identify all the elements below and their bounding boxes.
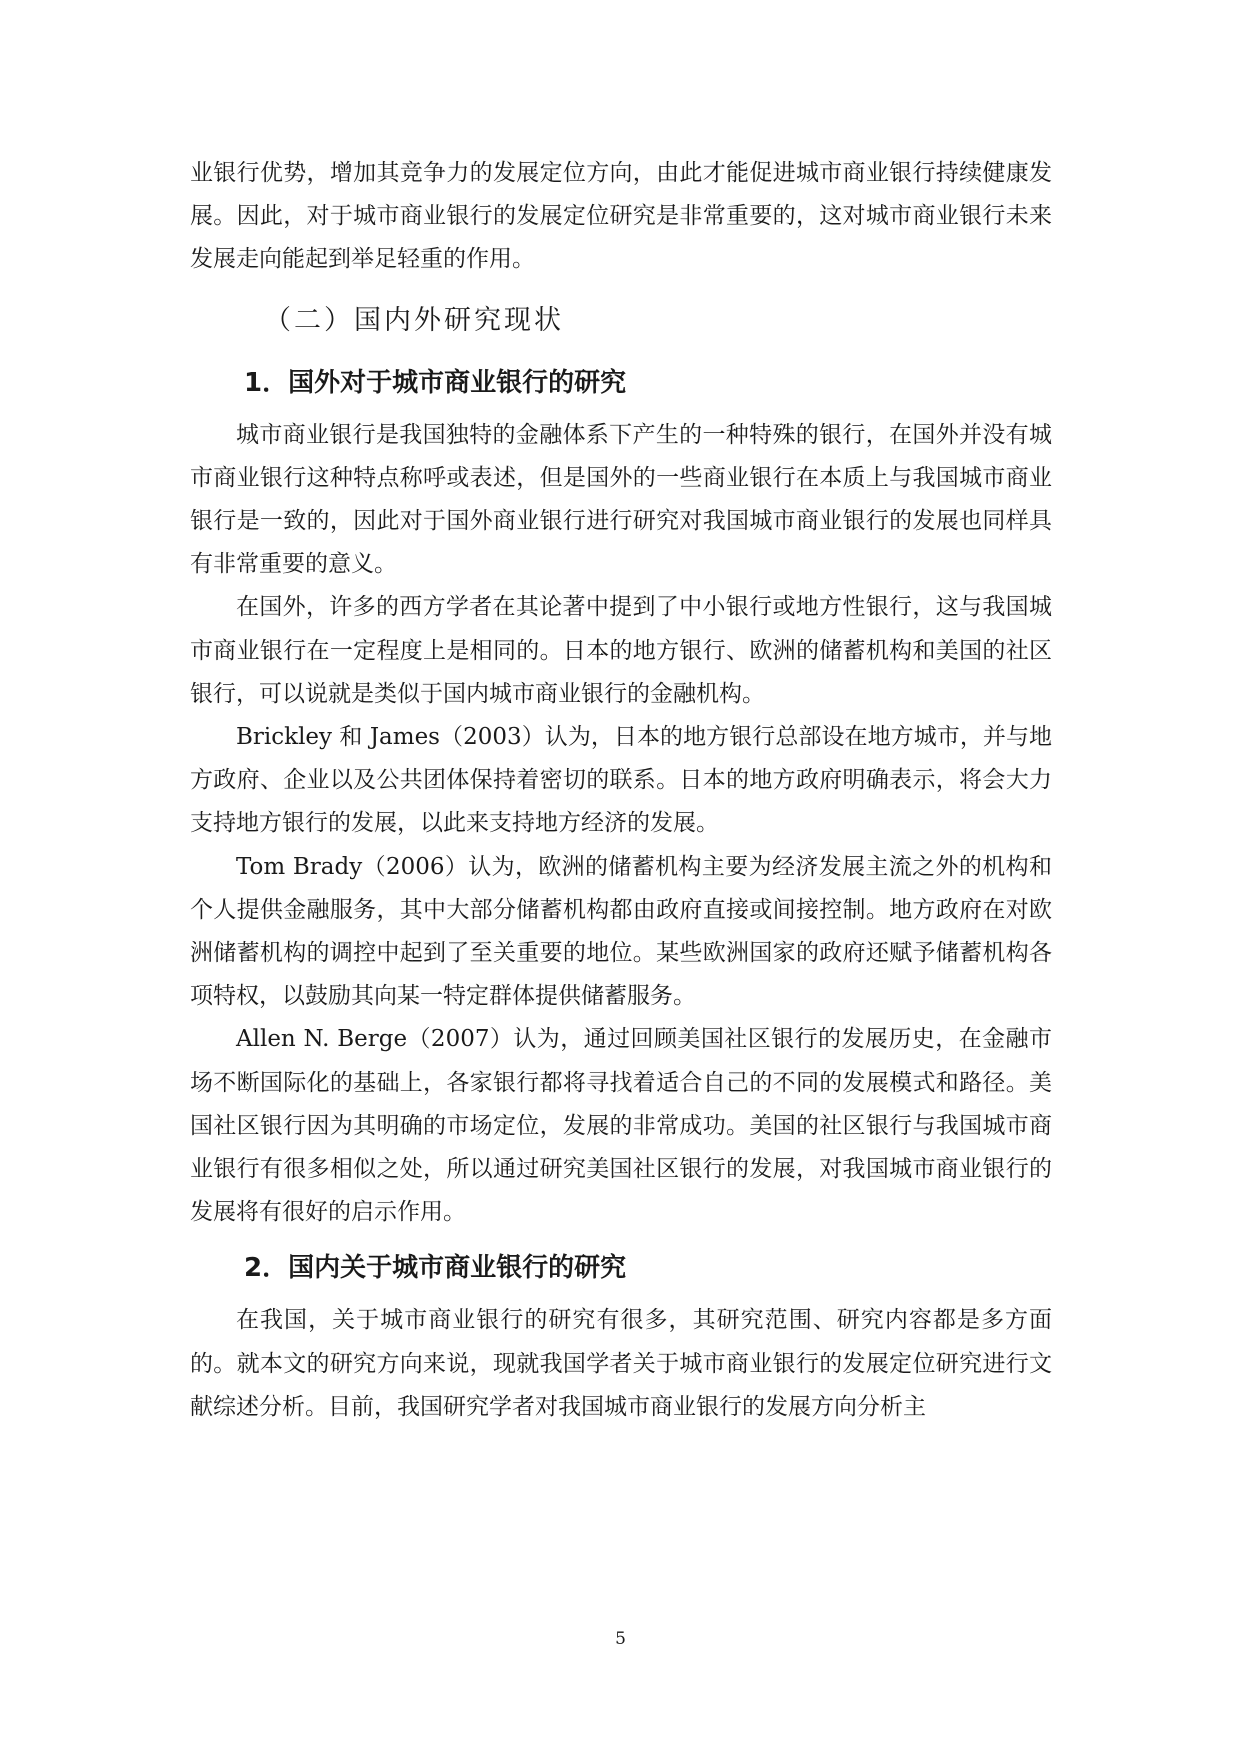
paragraph-allen-berge: Allen N. Berge（2007）认为，通过回顾美国社区银行的发展历史，在金融市场不断国际化的基础上，各家银行都将寻找着适合自己的不同的发展模式和路径。美国社区银行因为其明确的市场定位，发展的非常成功。美国的社区银行与我国城市商业银行有很多相似之处，所以通过研究美国社区银行的发展，对我国城市商业银行的发展将有很好的启示作用。	[190, 1026, 1052, 1226]
page-number: 5	[615, 1629, 626, 1649]
paragraph-foreign-overview: 城市商业银行是我国独特的金融体系下产生的一种特殊的银行，在国外并没有城市商业银行这种特点称呼或表述，但是国外的一些商业银行在本质上与我国城市商业银行是一致的，因此对于国外商业银行进行研究对我国城市商业银行的发展也同样具有非常重要的意义。	[190, 421, 1052, 578]
paragraph-brickley-james: Brickley 和 James（2003）认为，日本的地方银行总部设在地方城市，并与地方政府、企业以及公共团体保持着密切的联系。日本的地方政府明确表示，将会大力支持地方银行的发展，以此来支持地方经济的发展。	[190, 724, 1052, 837]
page-content	[190, 152, 1052, 1429]
paragraph-foreign-scholars: 在国外，许多的西方学者在其论著中提到了中小银行或地方性银行，这与我国城市商业银行在一定程度上是相同的。日本的地方银行、欧洲的储蓄机构和美国的社区银行，可以说就是类似于国内城市商业银行的金融机构。	[190, 594, 1052, 707]
paragraph-tom-brady: Tom Brady（2006）认为，欧洲的储蓄机构主要为经济发展主流之外的机构和个人提供金融服务，其中大部分储蓄机构都由政府直接或间接控制。地方政府在对欧洲储蓄机构的调控中起到了至关重要的地位。某些欧洲国家的政府还赋予储蓄机构各项特权，以鼓励其向某一特定群体提供储蓄服务。	[190, 853, 1052, 1010]
subsection-title-domestic: 2．国内关于城市商业银行的研究	[244, 1253, 627, 1284]
intro-paragraph: 业银行优势，增加其竞争力的发展定位方向，由此才能促进城市商业银行持续健康发展。因此，对于城市商业银行的发展定位研究是非常重要的，这对城市商业银行未来发展走向能起到举足轻重的作用。	[190, 160, 1052, 273]
section-title: （二）国内外研究现状	[264, 304, 564, 336]
paragraph-domestic-overview: 在我国，关于城市商业银行的研究有很多，其研究范围、研究内容都是多方面的。就本文的研究方向来说，现就我国学者关于城市商业银行的发展定位研究进行文献综述分析。目前，我国研究学者对我国城市商业银行的发展方向分析主	[190, 1307, 1052, 1420]
subsection-title-foreign: 1．国外对于城市商业银行的研究	[244, 367, 627, 398]
